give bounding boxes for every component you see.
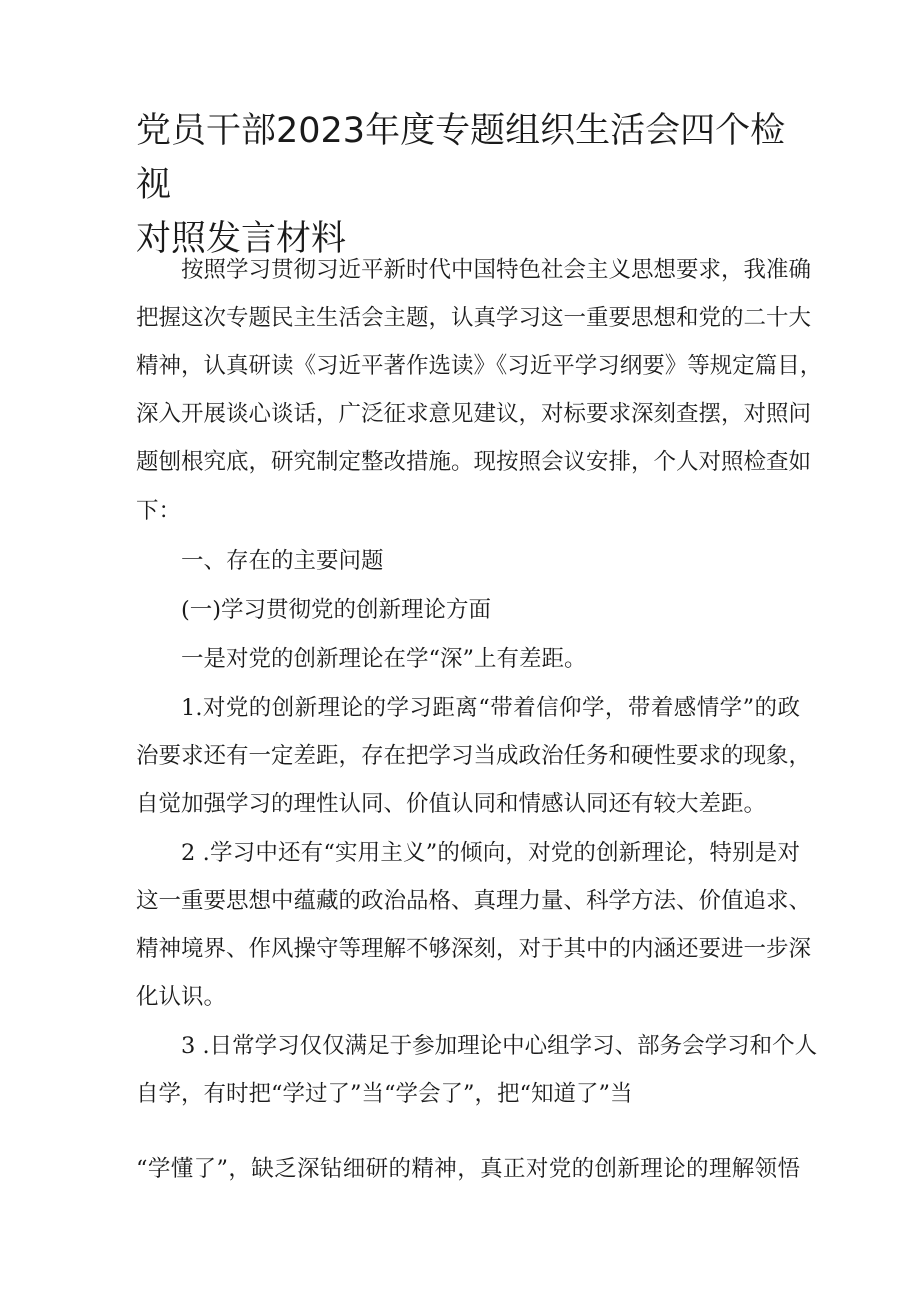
subsection-heading: (一)学习贯彻党的创新理论方面	[181, 597, 492, 623]
paragraph-line: 1.对党的创新理论的学习距离“带着信仰学，带着感情学”的政	[181, 695, 800, 721]
paragraph-line: 自学，有时把“学过了”当“学会了”，把“知道了”当	[136, 1081, 633, 1107]
paragraph-line: 深入开展谈心谈话，广泛征求意见建议，对标要求深刻查摆，对照问	[136, 401, 812, 427]
paragraph-line: 把握这次专题民主生活会主题，认真学习这一重要思想和党的二十大	[136, 305, 812, 331]
paragraph-line: 治要求还有一定差距，存在把学习当成政治任务和硬性要求的现象，	[136, 743, 812, 769]
paragraph-line: “学懂了”，缺乏深钻细研的精神，真正对党的创新理论的理解领悟	[136, 1156, 800, 1182]
paragraph-line: 化认识。	[136, 984, 227, 1010]
paragraph-line: 自觉加强学习的理性认同、价值认同和情感认同还有较大差距。	[136, 791, 767, 817]
item-heading: 一是对党的创新理论在学“深”上有差距。	[181, 646, 587, 672]
paragraph-line: 2 .学习中还有“实用主义”的倾向，对党的创新理论，特别是对	[181, 840, 800, 866]
document-title	[136, 104, 816, 266]
paragraph-line: 精神，认真研读《习近平著作选读》《习近平学习纲要》等规定篇目，	[136, 353, 823, 379]
paragraph-line: 3 .日常学习仅仅满足于参加理论中心组学习、部务会学习和个人	[181, 1033, 818, 1059]
paragraph-line: 精神境界、作风操守等理解不够深刻，对于其中的内涵还要进一步深	[136, 936, 812, 962]
section-heading: 一、存在的主要问题	[181, 548, 384, 574]
title-line-2: 对照发言材料	[136, 219, 347, 259]
title-line-1: 党员干部2023年度专题组织生活会四个检视	[136, 111, 786, 205]
paragraph-line: 下：	[136, 498, 182, 524]
paragraph-line: 按照学习贯彻习近平新时代中国特色社会主义思想要求，我准确	[181, 257, 812, 283]
paragraph-line: 题刨根究底，研究制定整改措施。现按照会议安排，个人对照检查如	[136, 449, 812, 475]
paragraph-line: 这一重要思想中蕴藏的政治品格、真理力量、科学方法、价值追求、	[136, 888, 812, 914]
